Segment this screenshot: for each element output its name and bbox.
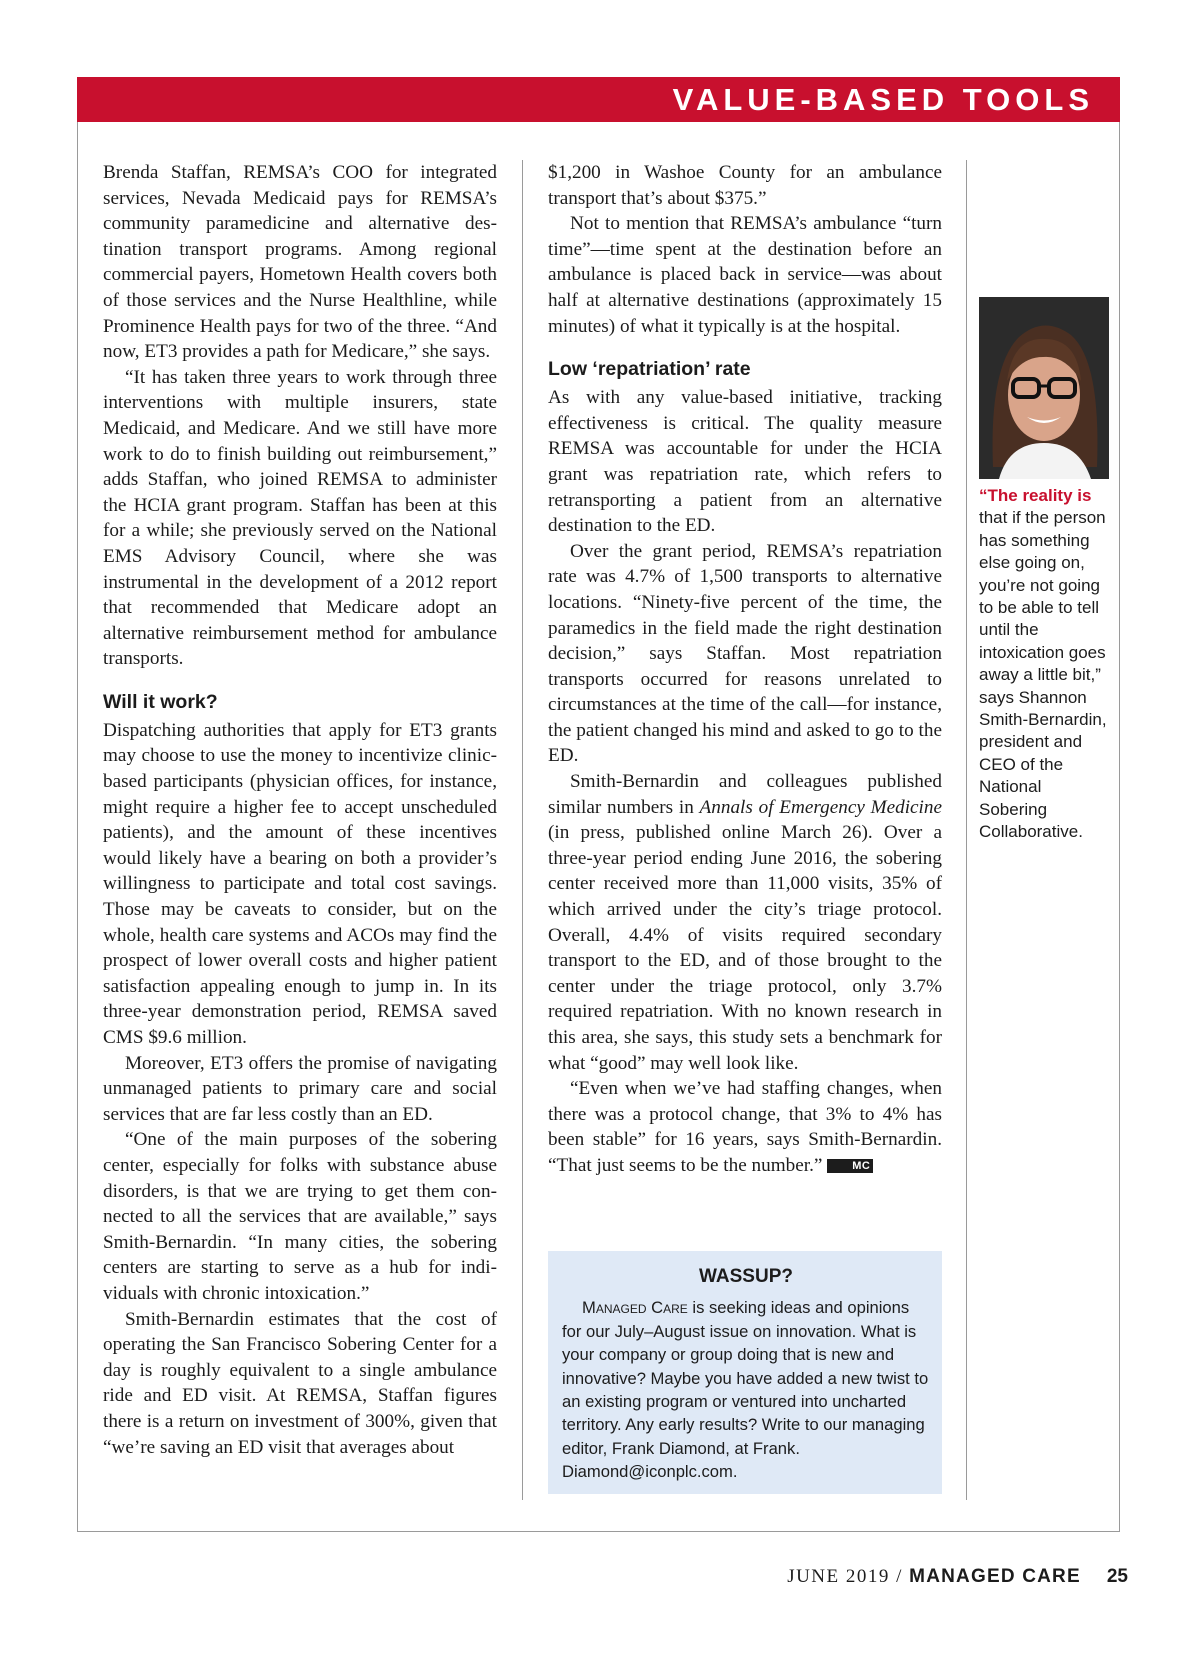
- paragraph: Brenda Staffan, REMSA’s COO for integrated services, Nevada Medicaid pays for REMSA’s community paramedicine and alternative destination transport programs. Among regional commercial payers, Hometown Health covers both of those services and the Nurse Healthline, while Prominence Health pays for two of the three. “And now, ET3 provides a path for Medicare,” she says.: [103, 162, 497, 363]
- paragraph: Smith-Bernardin estimates that the cost of operating the San Francisco Sobering Center for a day is roughly equivalent to a single ambulance ride and ED visit. At REMSA, Staffan figures there is a return on investment of 300%, given that “we’re saving an ED visit that averages about: [103, 1308, 497, 1458]
- end-of-article-mark: MC: [827, 1159, 873, 1173]
- text-run: Smith-Bernardin and colleagues published similar numbers in: [548, 771, 942, 818]
- text-run: “Even when we’ve had staffing changes, when there was a protocol change, that 3% to 4% has been stable” for 16 years, says Smith-Bernardin. “That just seems to be the number.”: [548, 1078, 942, 1176]
- callout-text: [562, 1296, 930, 1483]
- magazine-name: MANAGED CARE: [909, 1566, 1081, 1587]
- callout-body: is seeking ideas and opinions for our July–August issue on innovation. What is your company or group doing that is new and innovative? Maybe you have added a new twist to an existing program or ventured into uncharted territory. Any early results? Write to our managing editor, Frank Diamond, at Frank.​Diamond@iconplc.com.: [562, 1298, 929, 1482]
- paragraph: [548, 769, 942, 1076]
- page-number: 25: [1106, 1566, 1128, 1587]
- brand-name: Managed Care: [582, 1298, 688, 1318]
- article-column-1: [103, 160, 497, 1460]
- section-title: VALUE-BASED TOOLS: [672, 82, 1094, 117]
- callout-title: WASSUP?: [699, 1266, 793, 1287]
- column-divider: [522, 160, 523, 1500]
- paragraph: As with any value-based initiative, tracking effectiveness is critical. The quality measure REMSA was accountable for under the HCIA grant was repatriation rate, which refers to retransporting a patient from an alternative destination to the ED.: [548, 387, 942, 537]
- portrait-photo: [979, 297, 1109, 479]
- paragraph: Not to mention that REMSA’s ambulance “turn time”—time spent at the destination before an ambulance is placed back in service—was about half at alternative destinations (approximately 15 minutes) of what it typically is at the hospital.: [548, 213, 942, 337]
- page-footer: [787, 1566, 1128, 1588]
- section-banner: [77, 77, 1120, 122]
- portrait-illustration: [979, 297, 1109, 479]
- article-column-2: [548, 160, 942, 1179]
- issue-date: JUNE 2019 /: [787, 1566, 910, 1587]
- paragraph: Dispatching authorities that apply for ET3 grants may choose to use the money to incentivize clinic-based participants (physician offices, for instance, might require a higher fee to accept unscheduled patients), and the amount of these incentives would likely have a bearing on both a provider’s willingness to participate and total cost savings. Those may be caveats to consider, but on the whole, health care systems and ACOs may find the prospect of lower overall costs and higher patient satisfaction appealing enough to jump in. In its three-year demonstration period, REMSA saved CMS $9.6 million.: [103, 719, 497, 1048]
- paragraph: Over the grant period, REMSA’s repatriation rate was 4.7% of 1,500 transports to alternative locations. “Ninety-five percent of the time, the paramedics in the field made the right destination decision,” says Staffan. Most repatriation transports occurred for reasons unrelated to circumstances at the time of the call—for instance, the patient changed his mind and asked to go to the ED.: [548, 540, 942, 767]
- callout-box: [548, 1251, 942, 1494]
- paragraph: Moreover, ET3 offers the promise of navigating unmanaged patients to primary care and social services that are far less costly than an ED.: [103, 1052, 497, 1125]
- pull-quote-text: that if the person has something else going on, you’re not going to be able to tell until the intoxication goes away a little bit,” says Shannon Smith-Bernardin, president and CEO of the National Sobering Collaborative.: [979, 508, 1107, 842]
- pull-quote-lead: “The reality is: [979, 486, 1092, 505]
- text-run: (in press, published online March 26). Over a three-year period ending June 2016, the sobering center received more than 11,000 visits, 35% of which arrived under the city’s triage protocol. Overall, 4.4% of visits required secondary transport to the ED, and of those brought to the center under the triage protocol, only 3.7% required repatriation. With no known research in this area, she says, this study sets a benchmark for what “good” may well look like.: [548, 822, 942, 1074]
- column-divider: [966, 160, 967, 1500]
- paragraph: [548, 1076, 942, 1178]
- journal-title: Annals of Emergency Medicine: [699, 796, 942, 818]
- paragraph: “One of the main purposes of the sobering center, especially for folks with substance abuse disorders, is that we are trying to get them connected to all the services that are available,” says Smith-Bernardin. “In many cities, the sobering centers are starting to serve as a hub for individuals with chronic intoxication.”: [103, 1129, 497, 1304]
- pull-quote: [979, 485, 1109, 844]
- subheading-repatriation-rate: Low ‘repatriation’ rate: [548, 358, 751, 381]
- paragraph: $1,200 in Washoe County for an ambulance transport that’s about $375.”: [548, 162, 942, 209]
- paragraph: “It has taken three years to work through three interventions with multiple insurers, state Medicaid, and Medicare. And we still have more work to do to finish building out reimbursement,” adds Staffan, who joined REMSA to administer the HCIA grant program. Staffan has been at this for a while; she previously served on the National EMS Advisory Council, where she was instrumental in the development of a 2012 report that recommended that Medicare adopt an alternative reimbursement method for ambulance transports.: [103, 366, 497, 670]
- subheading-will-it-work: Will it work?: [103, 690, 218, 713]
